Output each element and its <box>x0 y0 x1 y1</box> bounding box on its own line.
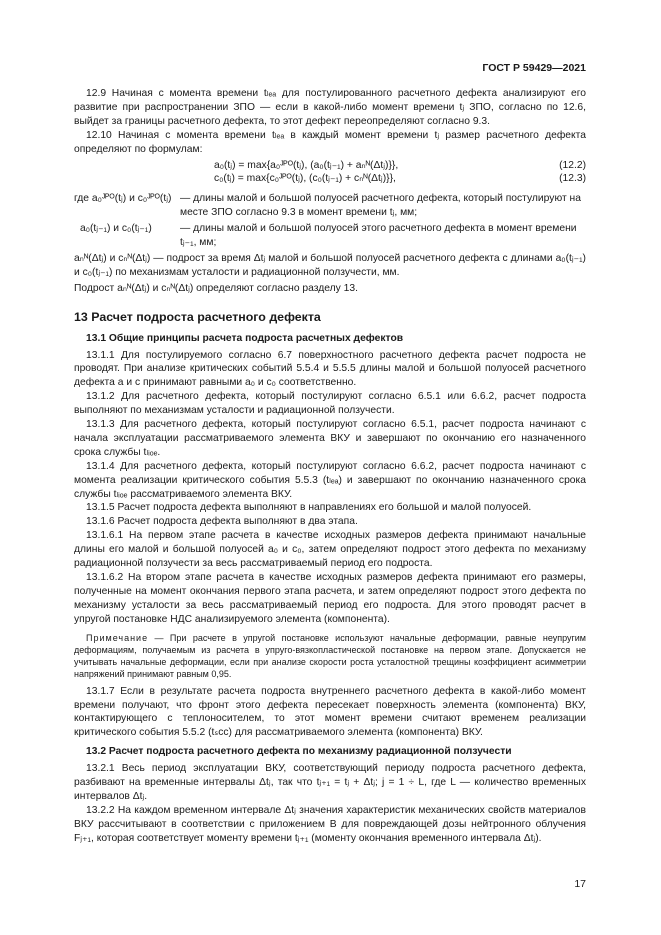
where-term: где a₀ᴶᴾᴼ(tⱼ) и c₀ᴶᴾᴼ(tⱼ) <box>74 193 172 205</box>
paragraph-13-1-6: 13.1.6 Расчет подроста дефекта выполняют в два этапа. <box>86 516 358 528</box>
where-clause <box>74 222 586 250</box>
where-clause <box>74 192 586 220</box>
paragraph-13-1-3: 13.1.3 Для расчетного дефекта, который постулируют согласно 6.5.1, расчет подроста начинают с начала эксплуатации рассматриваемого элемента ВКУ и завершают по окончанию его назначенного срока службы tₗᵢₒₑ. <box>74 419 586 458</box>
note-text: — При расчете в упругой постановке используют начальные деформации, равные неупругим деформациям, получаемым из расчета в упруго-вязкопластической постановке на первом этапе. Допускается не учитывать начальные деформации, если при анализе скорости роста усталостной трещины коэффициент асимметрии напряжений принимают равным 0,95. <box>74 632 586 679</box>
paragraph-13-1-5: 13.1.5 Расчет подроста дефекта выполняют в направлениях его большой и малой полуосей. <box>86 502 532 514</box>
where-term: a₀(tⱼ₋₁) и c₀(tⱼ₋₁) <box>80 223 152 235</box>
note-label: Примечание <box>86 632 149 643</box>
paragraph-13-1-2: 13.1.2 Для расчетного дефекта, который постулируют согласно 6.5.1 или 6.6.2, расчет подроста выполняют по механизмам усталости и радиационной ползучести. <box>74 391 586 417</box>
paragraph-12-9: 12.9 Начиная с момента времени tₗₑₐ для постулированного расчетного дефекта анализируют его развитие при распространении ЗПО — если в какой-либо момент времени tⱼ ЗПО, согласно по 12.6, выйдет за границы расчетного дефекта, то этот дефект переопределяют согласно 9.3. <box>74 88 586 127</box>
subsection-heading-13-1: 13.1 Общие принципы расчета подроста расчетных дефектов <box>86 332 404 344</box>
formula-text: c₀(tⱼ) = max{c₀ᴶᴾᴼ(tⱼ), (c₀(tⱼ₋₁) + cₙᴺ(Δtⱼ)}}, <box>214 173 396 185</box>
where-definition: — длины малой и большой полуосей этого расчетного дефекта в момент времени tⱼ₋₁, мм; <box>180 223 577 249</box>
formula-12-3 <box>74 172 586 186</box>
subsection-heading-13-2: 13.2 Расчет подроста расчетного дефекта по механизму радиационной ползучести <box>86 746 512 758</box>
paragraph-13-2-1: 13.2.1 Весь период эксплуатации ВКУ, соответствующий периоду подроста расчетного дефекта, разбивают на временные интервалы Δtⱼ, так что tⱼ₊₁ = tⱼ + Δtⱼ; j = 1 ÷ L, где L — количество временных интервалов Δtⱼ. <box>74 763 586 802</box>
note <box>74 632 586 680</box>
where-clause: aₙᴺ(Δtⱼ) и cₙᴺ(Δtⱼ) — подрост за время Δtⱼ малой и большой полуосей расчетного дефекта с длинами a₀(tⱼ₋₁) и c₀(tⱼ₋₁) по механизмам усталости и радиационной ползучести, мм. <box>74 252 586 278</box>
paragraph-13-1-1: 13.1.1 Для постулируемого согласно 6.7 поверхностного расчетного дефекта расчет подроста не проводят. При анализе критических событий 5.5.4 и 5.5.5 длины малой и большой полуосей расчетного дефекта a и c принимают равными a₀ и c₀ соответственно. <box>74 349 586 389</box>
paragraph-13-1-7: 13.1.7 Если в результате расчета подроста внутреннего расчетного дефекта в какой-либо момент времени получают, что фронт этого дефекта пересекает поверхность элемента (компонента) ВКУ, контактирующего с теплоносителем, то этот момент времени считают временем реализации критического события 5.5.2 (tₛᴄᴄ) для рассматриваемого элемента (компонента) ВКУ. <box>74 685 586 739</box>
formula-text: a₀(tⱼ) = max{a₀ᴶᴾᴼ(tⱼ), (a₀(tⱼ₋₁) + aₙᴺ(Δtⱼ)}}, <box>214 159 399 171</box>
page-number: 17 <box>574 878 586 890</box>
paragraph-12-10: 12.10 Начиная с момента времени tₗₑₐ в каждый момент времени tⱼ размер расчетного дефекта определяют по формулам: <box>74 129 586 155</box>
formula-12-2 <box>74 159 586 173</box>
paragraph-13-1-6-2: 13.1.6.2 На втором этапе расчета в качестве исходных размеров дефекта принимают его размеры, полученные на момент окончания первого этапа расчета, и затем определяют подрост этого дефекта по механизму усталости за весь рассматриваемый период его подроста. Для этого проводят расчет в упругой постановке НДС анализируемого элемента (компонента). <box>74 572 586 625</box>
section-heading-13: 13 Расчет подроста расчетного дефекта <box>74 309 321 324</box>
paragraph-13-1-4: 13.1.4 Для расчетного дефекта, который постулируют согласно 6.6.2, расчет подроста начинают с момента реализации критического события 5.5.3 (tₗₑₐ) и завершают по окончанию назначенного срока службы tₗᵢₒₑ рассматриваемого элемента ВКУ. <box>74 460 586 500</box>
document-header: ГОСТ Р 59429—2021 <box>482 62 586 74</box>
paragraph-13-2-2: 13.2.2 На каждом временном интервале Δtⱼ значения характеристик механических свойств материалов ВКУ рассчитывают в соответствии с приложением В для повреждающей дозы нейтронного облучения Fⱼ₊₁, которая соответствует моменту времени tⱼ₊₁ (моменту окончания временного интервала Δtⱼ). <box>74 804 586 844</box>
formula-number: (12.2) <box>559 159 586 171</box>
paragraph-13-1-6-1: 13.1.6.1 На первом этапе расчета в качестве исходных размеров дефекта принимают начальные длины его малой и большой полуосей a₀ и c₀, затем определяют подрост этого дефекта по механизму радиационной ползучести за весь рассматриваемый период его подроста. <box>74 530 586 570</box>
paragraph-growth-ref: Подрост aₙᴺ(Δtⱼ) и cₙᴺ(Δtⱼ) определяют согласно разделу 13. <box>74 282 358 294</box>
formula-number: (12.3) <box>559 173 586 185</box>
page-body <box>74 56 586 846</box>
where-definition: — длины малой и большой полуосей расчетного дефекта, который постулируют на месте ЗПО согласно 9.3 в момент времени tⱼ, мм; <box>180 193 581 219</box>
